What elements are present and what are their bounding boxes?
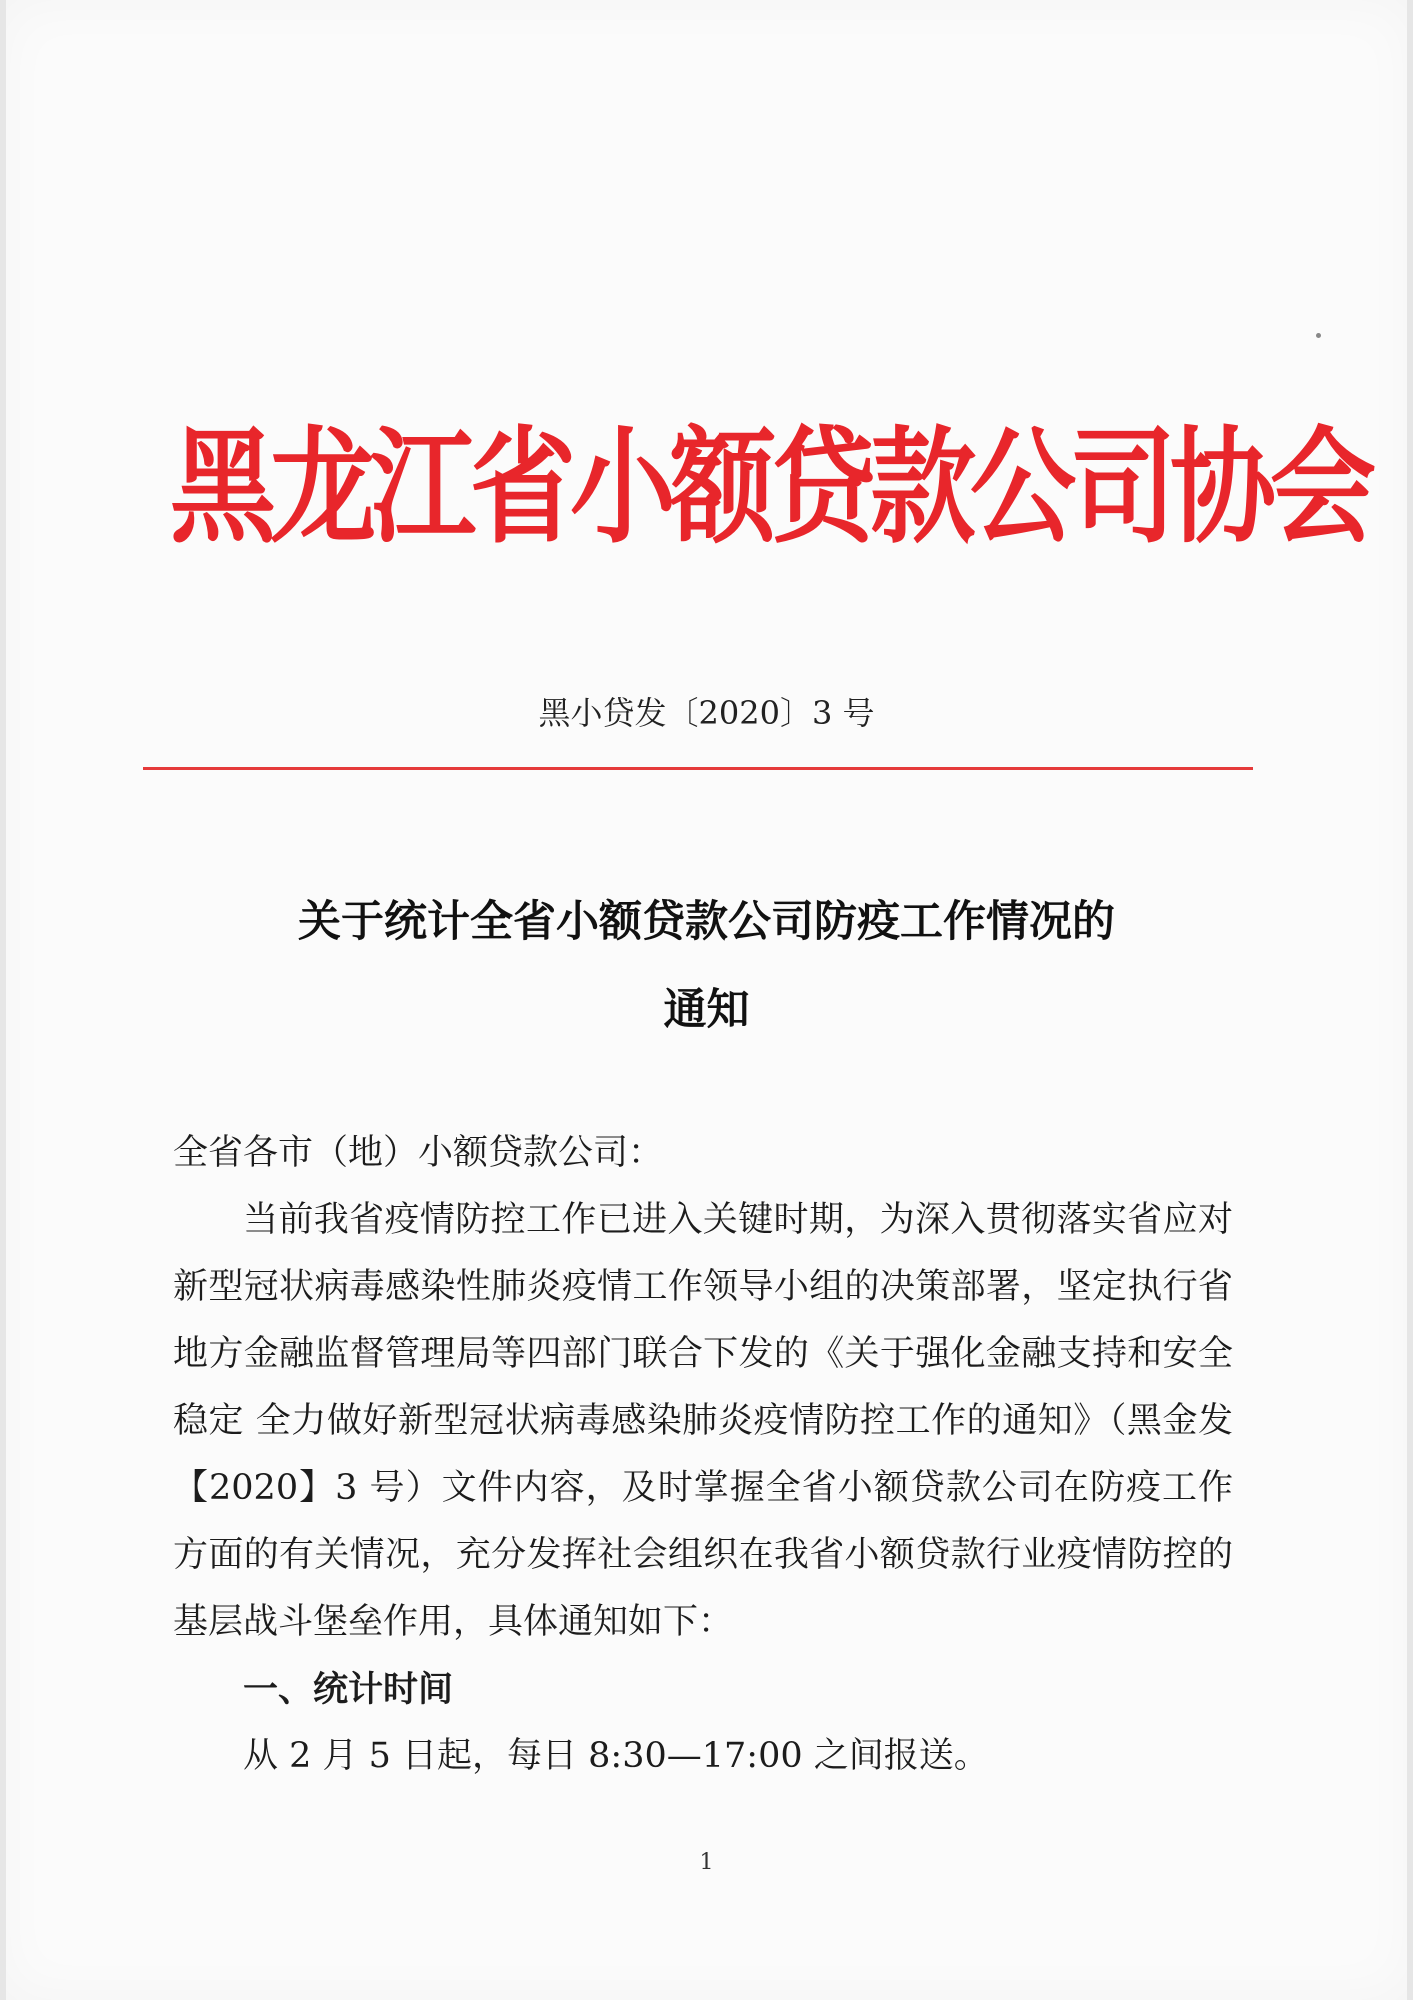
addressee: 全省各市（地）小额贷款公司： xyxy=(173,1133,664,1173)
body-paragraph: 当前我省疫情防控工作已进入关键时期，为深入贯彻落实省应对新型冠状病毒感染性肺炎疫情工作领导小组的决策部署，坚定执行省地方金融监督管理局等四部门联合下发的《关于强化金融支持和安全稳定 全力做好新型冠状病毒感染肺炎疫情防控工作的通知》（黑金发【2020】3 号）文件内容，及时掌握全省小额贷款公司在防疫工作方面的有关情况，充分发挥社会组织在我省小额贷款行业疫情防控的基层战斗堡垒作用，具体通知如下： xyxy=(173,1200,1233,1642)
document-title xyxy=(0,878,1413,1054)
scan-speck xyxy=(1316,333,1321,338)
document-body xyxy=(173,1120,1233,1790)
title-line-2: 通知 xyxy=(663,985,750,1035)
document-number: 黑小贷发〔2020〕3 号 xyxy=(538,694,875,732)
header-divider xyxy=(143,767,1253,770)
section-heading: 一、统计时间 xyxy=(243,1669,454,1710)
organization-header: 黑龙江省小额贷款公司协会 xyxy=(170,412,1370,560)
section-text: 从 2 月 5 日起，每日 8:30—17:00 之间报送。 xyxy=(243,1736,989,1776)
title-line-1: 关于统计全省小额贷款公司防疫工作情况的 xyxy=(298,897,1115,947)
page-number: 1 xyxy=(699,1850,714,1875)
